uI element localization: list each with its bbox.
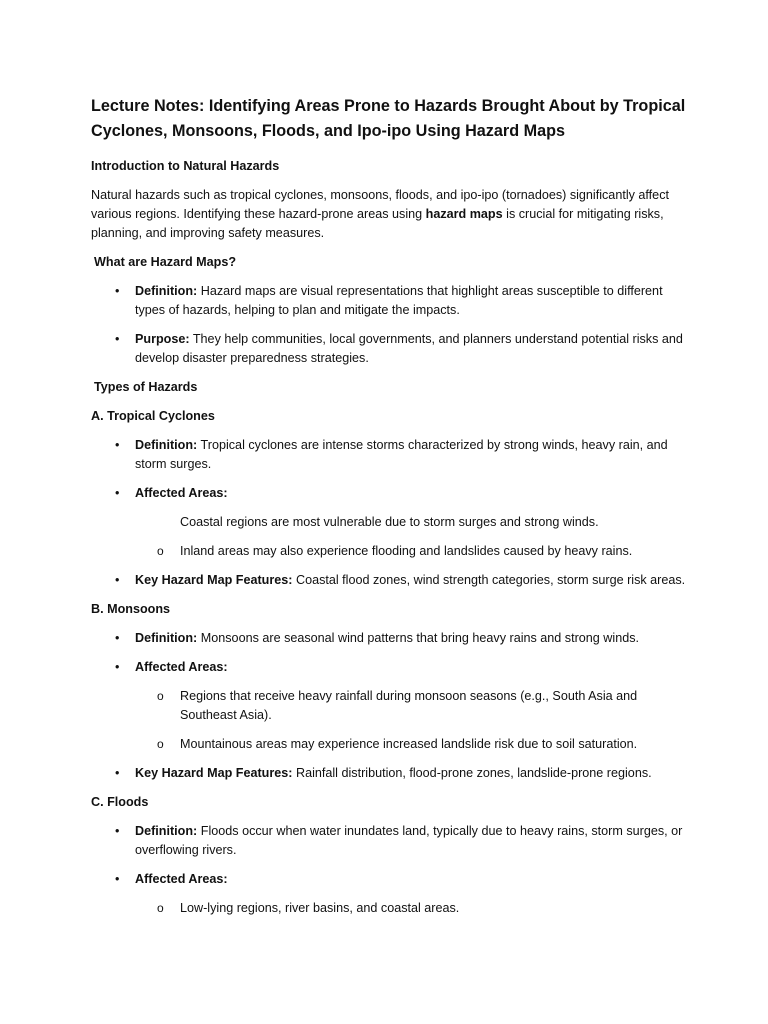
list-item (91, 870, 688, 918)
what-are-heading: What are Hazard Maps? (94, 255, 237, 269)
list-item (91, 330, 688, 368)
features-text: Coastal flood zones, wind strength categories, storm surge risk areas. (292, 573, 686, 587)
affected-sublist (135, 899, 688, 918)
sub-list-item (135, 687, 688, 725)
bullet-icon: • (115, 486, 120, 500)
tropical-list (91, 436, 688, 590)
affected-sublist (135, 687, 688, 754)
bullet-icon: • (115, 660, 120, 674)
what-are-list (91, 282, 688, 368)
affected-sublist (135, 513, 688, 561)
list-item (91, 764, 688, 783)
sub-item-text: Low-lying regions, river basins, and coastal areas. (180, 901, 460, 915)
features-label: Key Hazard Map Features: (135, 573, 293, 587)
circle-bullet-icon: o (157, 544, 164, 558)
intro-heading: Introduction to Natural Hazards (91, 159, 280, 173)
sub-item-text: Regions that receive heavy rainfall during monsoon seasons (e.g., South Asia and Southeast Asia). (180, 689, 638, 722)
bullet-icon: • (115, 824, 120, 838)
list-item (91, 436, 688, 474)
intro-bold-term: hazard maps (425, 207, 503, 221)
intro-text-before: Natural hazards such as tropical cyclones, monsoons, floods, and ipo-ipo (tornadoes) significantly affect various regions. Identifying these hazard-prone areas using (91, 188, 669, 221)
definition-text: Monsoons are seasonal wind patterns that bring heavy rains and strong winds. (197, 631, 639, 645)
definition-label: Definition: (135, 284, 198, 298)
document-title: Lecture Notes: Identifying Areas Prone to Hazards Brought About by Tropical Cyclones, Monsoons, Floods, and Ipo-ipo Using Hazard Maps (91, 97, 686, 140)
bullet-icon: • (115, 872, 120, 886)
intro-text-after: is crucial for mitigating risks, planning, and improving safety measures. (91, 207, 664, 240)
definition-text: Hazard maps are visual representations that highlight areas susceptible to different types of hazards, helping to plan and mitigate the impacts. (135, 284, 663, 317)
affected-label: Affected Areas: (135, 660, 228, 674)
affected-label: Affected Areas: (135, 872, 228, 886)
purpose-text: They help communities, local governments, and planners understand potential risks and develop disaster preparedness strategies. (135, 332, 683, 365)
bullet-icon: • (115, 631, 120, 645)
list-item (91, 484, 688, 561)
features-text: Rainfall distribution, flood-prone zones, landslide-prone regions. (292, 766, 652, 780)
list-item (91, 571, 688, 590)
list-item (91, 658, 688, 754)
circle-bullet-icon: o (157, 689, 164, 703)
floods-heading: C. Floods (91, 795, 149, 809)
sub-item-text: Inland areas may also experience flooding and landslides caused by heavy rains. (180, 544, 633, 558)
sub-list-item (135, 899, 688, 918)
bullet-icon: • (115, 438, 120, 452)
circle-bullet-icon: o (157, 901, 164, 915)
bullet-icon: • (115, 332, 120, 346)
monsoons-list (91, 629, 688, 783)
sub-item-text: Coastal regions are most vulnerable due to storm surges and strong winds. (180, 515, 599, 529)
definition-label: Definition: (135, 631, 198, 645)
list-item (91, 822, 688, 860)
bullet-icon: • (115, 573, 120, 587)
purpose-label: Purpose: (135, 332, 190, 346)
bullet-icon: • (115, 766, 120, 780)
list-item (91, 282, 688, 320)
tropical-heading: A. Tropical Cyclones (91, 409, 215, 423)
list-item (91, 629, 688, 648)
affected-label: Affected Areas: (135, 486, 228, 500)
definition-text: Tropical cyclones are intense storms characterized by strong winds, heavy rain, and storm surges. (135, 438, 668, 471)
definition-text: Floods occur when water inundates land, typically due to heavy rains, storm surges, or overflowing rivers. (135, 824, 683, 857)
types-heading: Types of Hazards (94, 380, 198, 394)
bullet-icon: • (115, 284, 120, 298)
definition-label: Definition: (135, 824, 198, 838)
definition-label: Definition: (135, 438, 198, 452)
sub-list-item (135, 542, 688, 561)
intro-paragraph (91, 186, 688, 243)
sub-item-text: Mountainous areas may experience increased landslide risk due to soil saturation. (180, 737, 638, 751)
sub-list-item (135, 513, 688, 532)
monsoons-heading: B. Monsoons (91, 602, 171, 616)
sub-list-item (135, 735, 688, 754)
features-label: Key Hazard Map Features: (135, 766, 293, 780)
circle-bullet-icon: o (157, 737, 164, 751)
floods-list (91, 822, 688, 918)
